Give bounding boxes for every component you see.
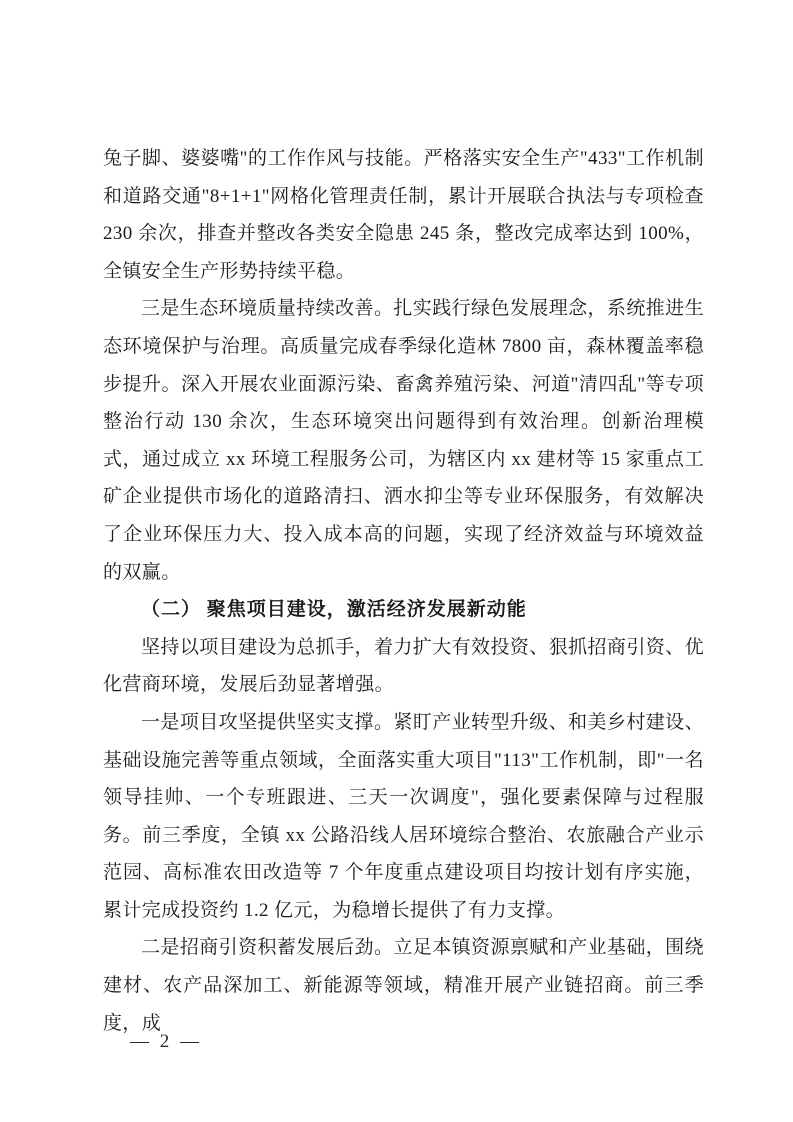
paragraph-ecology: 三是生态环境质量持续改善。扎实践行绿色发展理念，系统推进生态环境保护与治理。高质量完成春季绿化造林 7800 亩，森林覆盖率稳步提升。深入开展农业面源污染、畜禽养殖污染、河道"清四乱"等专项整治行动 130 余次，生态环境突出问题得到有效治理。创新治理模式，通过成立 xx 环境工程服务公司，为辖区内 xx 建材等 15 家重点工矿企业提供市场化的道路清扫、洒水抑尘等专业环保服务，有效解决了企业环保压力大、投入成本高的问题，实现了经济效益与环境效益的双赢。 bbox=[103, 298, 704, 583]
section-heading-project-construction: （二） 聚焦项目建设，激活经济发展新动能 bbox=[141, 599, 527, 621]
paragraph-project-intro: 坚持以项目建设为总抓手，着力扩大有效投资、狠抓招商引资、优化营商环境，发展后劲显著增强。 bbox=[103, 636, 704, 696]
paragraph-project-progress: 一是项目攻坚提供坚实支撑。紧盯产业转型升级、和美乡村建设、基础设施完善等重点领域，全面落实重大项目"113"工作机制，即"一名领导挂帅、一个专班跟进、三天一次调度"，强化要素保障与过程服务。前三季度，全镇 xx 公路沿线人居环境综合整治、农旅融合产业示范园、高标准农田改造等 7 个年度重点建设项目均按计划有序实施，累计完成投资约 1.2 亿元，为稳增长提供了有力支撑。 bbox=[103, 711, 704, 921]
page-number: — 2 — bbox=[130, 1031, 202, 1052]
paragraph-continuation-safety: 兔子脚、婆婆嘴"的工作作风与技能。严格落实安全生产"433"工作机制和道路交通"8+1+1"网格化管理责任制，累计开展联合执法与专项检查 230 余次，排查并整改各类安全隐患 245 条，整改完成率达到 100%，全镇安全生产形势持续平稳。 bbox=[103, 148, 704, 282]
paragraph-investment-attraction: 二是招商引资积蓄发展后劲。立足本镇资源禀赋和产业基础，围绕建材、农产品深加工、新能源等领域，精准开展产业链招商。前三季度，成 bbox=[103, 937, 704, 1034]
document-content bbox=[103, 140, 704, 1042]
